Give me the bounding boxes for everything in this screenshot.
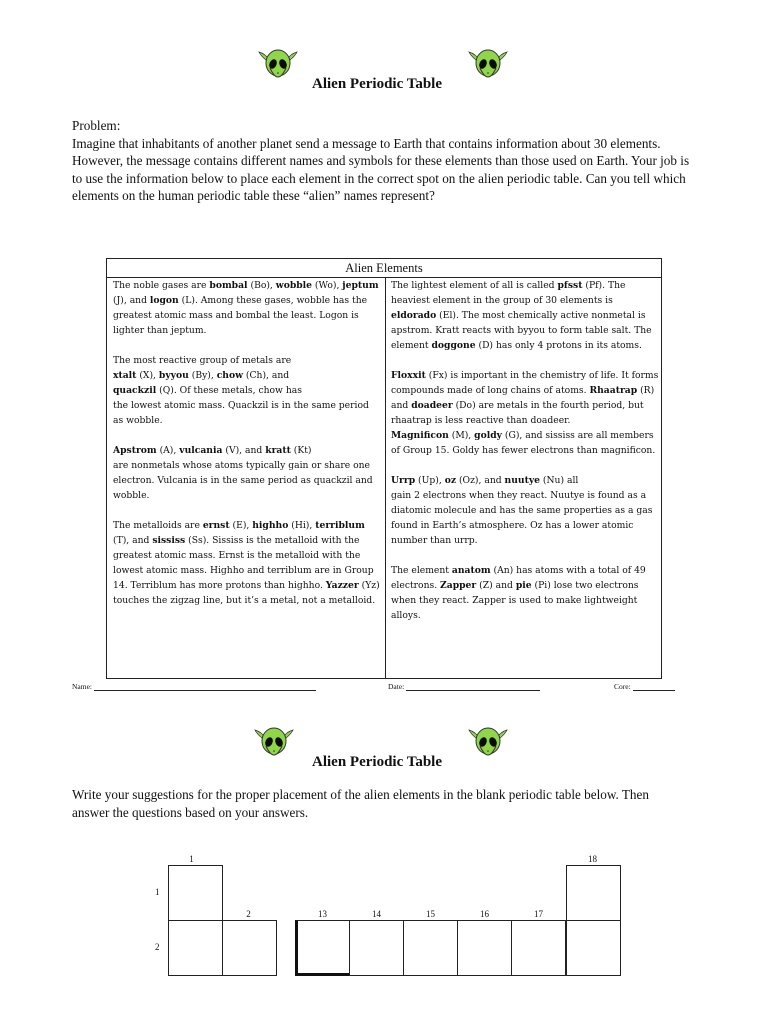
alien-head-icon: [252, 724, 296, 764]
table-cell[interactable]: [349, 920, 404, 976]
table-cell[interactable]: [222, 920, 277, 976]
name-field[interactable]: [72, 682, 316, 691]
section-title: Alien Periodic Table: [312, 754, 443, 770]
instructions: Write your suggestions for the proper placement of the alien elements in the blank periodic table below. Then answer the questions based on your answers.: [72, 787, 649, 820]
clues-right-column: [391, 278, 659, 638]
clue-paragraph: Urrp (Up), oz (Oz), and nuutye (Nu) all gain 2 electrons when they react. Nuutye is found as a diatomic molecule and has the same properties as a gas found in Earth’s atmosphere. Oz has a lower atomic number than urrp.: [391, 475, 653, 546]
problem-text: Imagine that inhabitants of another planet send a message to Earth that contains information about 30 elements. However, the message contains different names and symbols for these elements than those used on Earth. Your job is to use the information below to place each element in the correct spot on the alien periodic table. Can you tell which elements on the human periodic table these “alien” names represent?: [72, 135, 690, 204]
core-label: Core:: [614, 682, 631, 691]
period-label: 1: [155, 887, 160, 897]
clue-paragraph: The noble gases are bombal (Bo), wobble (Wo), jeptum (J), and logon (L). Among these gases, wobble has the greatest atomic mass and bombal the least. Logon is lighter than jeptum.: [113, 280, 379, 336]
period-label: 2: [155, 942, 160, 952]
table-cell[interactable]: [168, 865, 223, 921]
alien-head-icon: [466, 724, 510, 764]
clue-paragraph: Floxxit (Fx) is important in the chemistry of life. It forms compounds made of long chains of atoms. Rhaatrap (R) and doadeer (Do) are metals in the fourth period, but rhaatrap is less reactive than doadeer. Magnificon (M), goldy (G), and sississ are all members of Group 15. Goldy has fewer electrons than magnificon.: [391, 370, 659, 456]
group-label: 2: [246, 909, 251, 919]
date-label: Date:: [388, 682, 405, 691]
group-label: 15: [426, 909, 435, 919]
clue-paragraph: The element anatom (An) has atoms with a total of 49 electrons. Zapper (Z) and pie (Pi) lose two electrons when they react. Zapper is used to make lightweight alloys.: [391, 565, 646, 621]
clue-paragraph: The lightest element of all is called pfsst (Pf). The heaviest element in the group of 30 elements is eldorado (El). The most chemically active nonmetal is apstrom. Kratt reacts with byyou to form table salt. The element doggone (D) has only 4 protons in its atoms.: [391, 280, 652, 351]
alien-elements-header: Alien Elements: [107, 259, 661, 278]
table-cell[interactable]: [566, 865, 621, 921]
page-title: Alien Periodic Table: [312, 76, 443, 92]
group-label: 18: [588, 854, 597, 864]
date-field[interactable]: [388, 682, 540, 691]
problem-statement: [72, 117, 692, 205]
group-label: 13: [318, 909, 327, 919]
group-label: 17: [534, 909, 543, 919]
group-label: 16: [480, 909, 489, 919]
table-cell[interactable]: [168, 920, 223, 976]
table-cell[interactable]: [457, 920, 512, 976]
table-cell[interactable]: [295, 920, 350, 976]
table-cell[interactable]: [566, 920, 621, 976]
group-label: 1: [189, 854, 194, 864]
core-field[interactable]: [614, 682, 675, 691]
name-label: Name:: [72, 682, 92, 691]
clue-paragraph: The metalloids are ernst (E), highho (Hi), terriblum (T), and sississ (Ss). Sississ is the metalloid with the greatest atomic mass. Ernst is the metalloid with the lowest atomic mass. Highho and terriblum are in Group 14. Terriblum has more protons than highho. Yazzer (Yz) touches the zigzag line, but it’s a metal, not a metalloid.: [113, 520, 380, 606]
alien-head-icon: [256, 46, 300, 86]
table-cell[interactable]: [403, 920, 458, 976]
table-cell[interactable]: [511, 920, 566, 976]
alien-head-icon: [466, 46, 510, 86]
column-divider: [385, 277, 386, 678]
group-label: 14: [372, 909, 381, 919]
clue-paragraph: The most reactive group of metals are xtalt (X), byyou (By), chow (Ch), and quackzil (Q). Of these metals, chow has the lowest atomic mass. Quackzil is in the same period as wobble.: [113, 355, 369, 426]
clue-paragraph: Apstrom (A), vulcania (V), and kratt (Kt) are nonmetals whose atoms typically gain or share one electron. Vulcania is in the same period as quackzil and wobble.: [113, 445, 373, 501]
clues-left-column: [113, 278, 381, 623]
problem-heading: Problem:: [72, 118, 121, 133]
alien-elements-box: [106, 258, 662, 679]
